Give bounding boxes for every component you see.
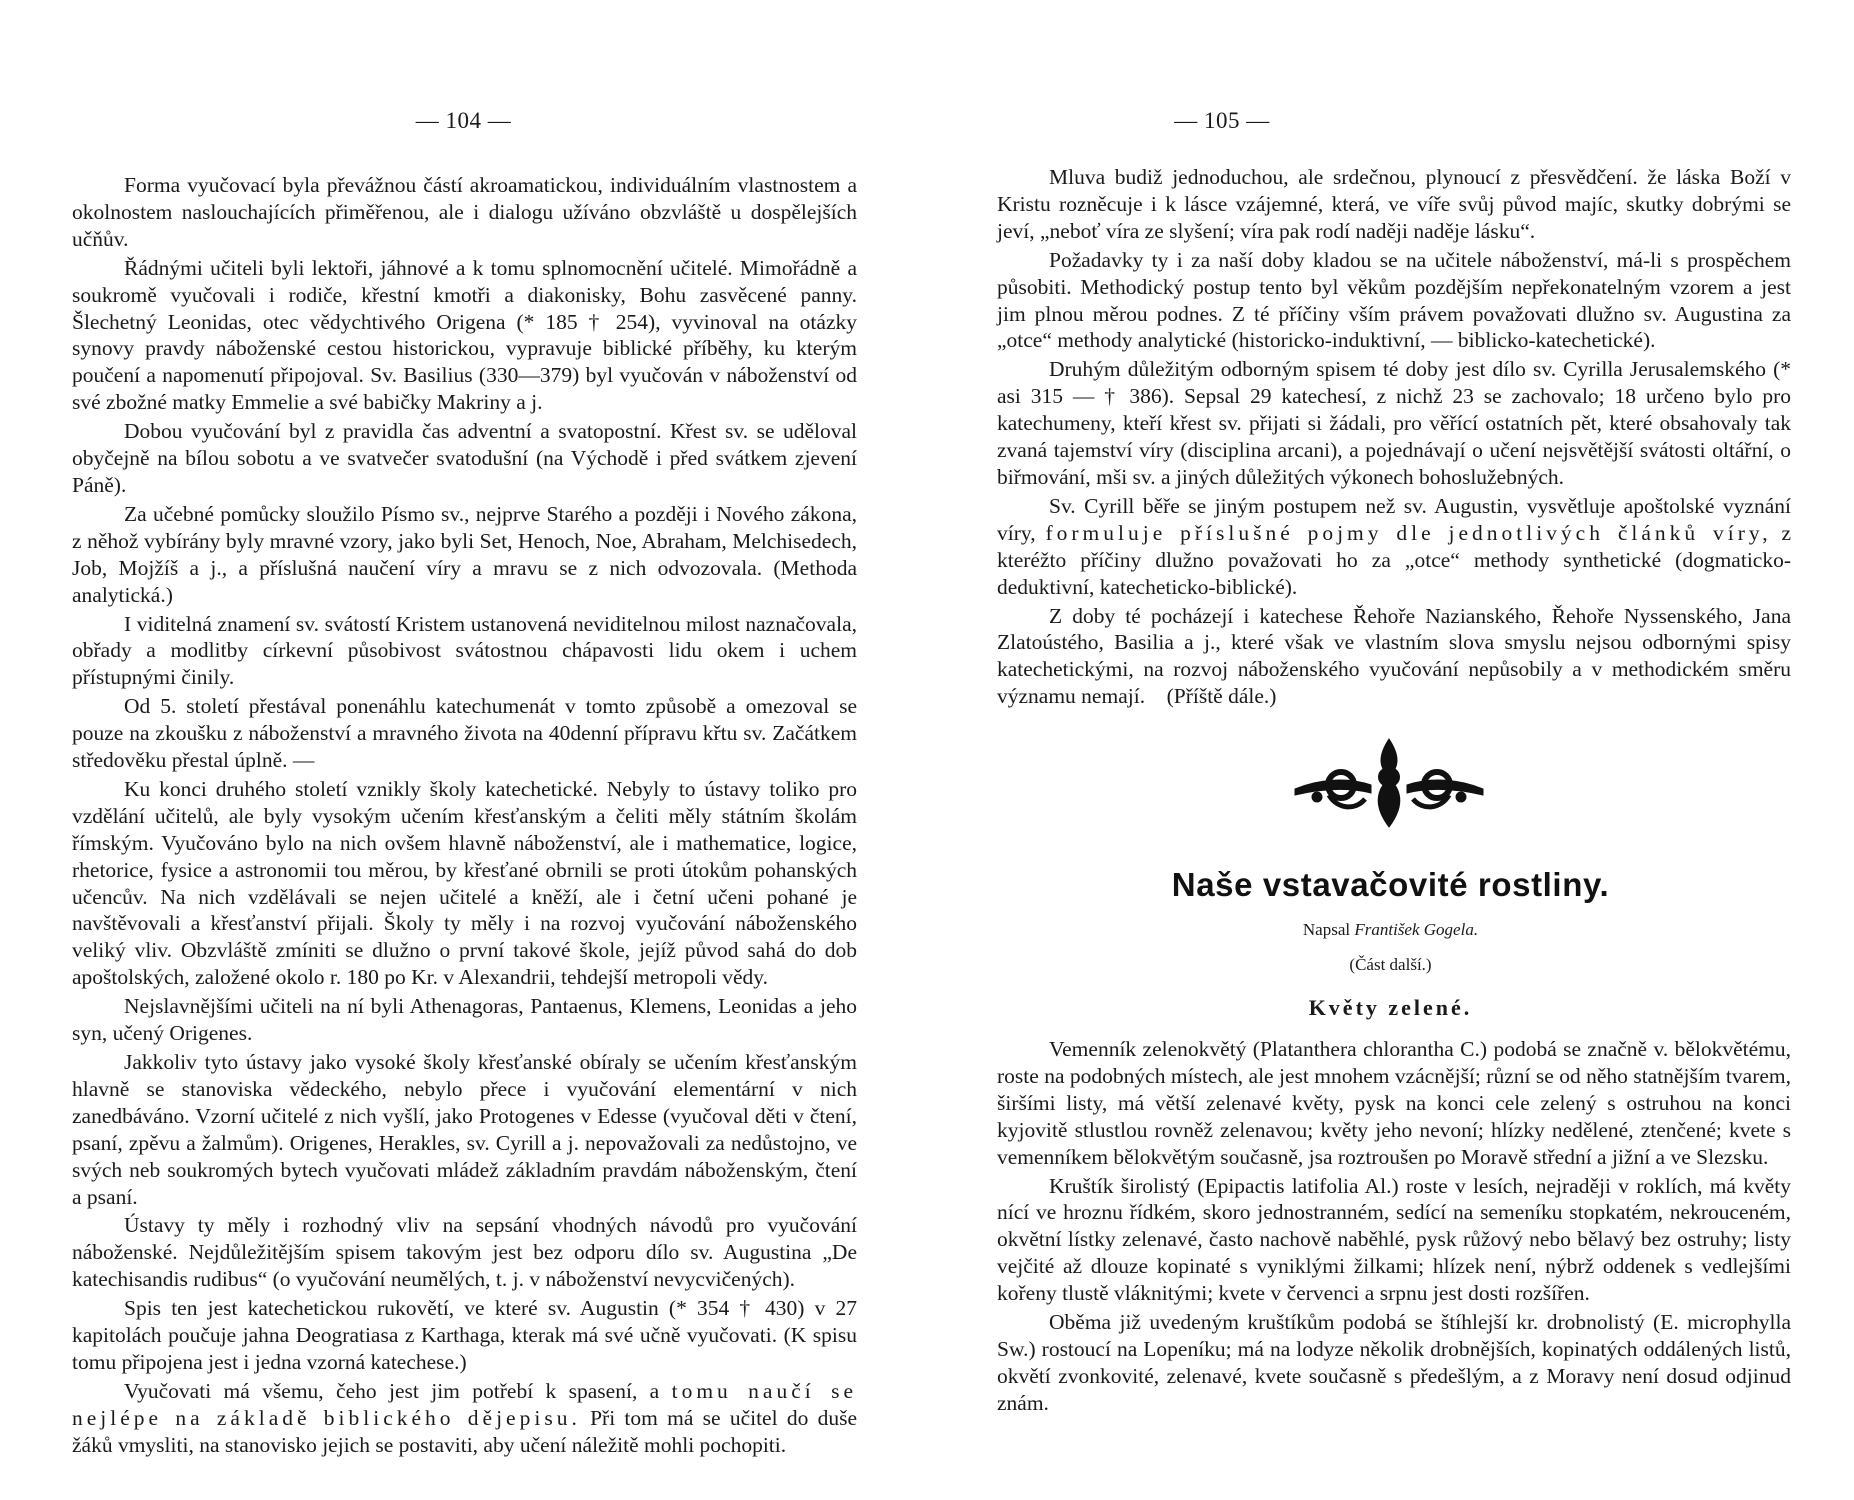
text-run: Sv. Cyrill běře se jiným postupem než sv. Augustin, vysvětluje apoštolské vyznání víry, <box>997 493 1791 545</box>
paragraph: Dobou vyučování byl z pravidla čas adventní a svatopostní. Křest sv. se uděloval obyčejně na bílou sobotu a ve svatvečer svatodušní (na Východě i před svátkem zjevení Páně). <box>72 419 857 497</box>
paragraph <box>997 603 1791 711</box>
continued-note: (Příště dále.) <box>1166 684 1277 709</box>
floral-ornament-icon <box>1289 735 1489 830</box>
article-title: Naše vstavačovité rostliny. <box>1171 866 1610 903</box>
paragraph: Za učebné pomůcky sloužilo Písmo sv., nejprve Starého a později i Nového zákona, z něhož vybírány byly mravné vzory, jako byli Set, Henoch, Noe, Abraham, Melchisedech, Job, Mojžíš a j., a příslušná naučení víry a mravu se z nich odvozovala. (Methoda analytická.) <box>72 501 857 607</box>
right-page <box>927 0 1854 1500</box>
paragraph: Jakkoliv tyto ústavy jako vysoké školy křesťanské obíraly se učením křesťanským hlavně se stanoviska vědeckého, nebylo přece i vyučování elementární v nich zanedbáváno. Vzorní učitelé z nich vyšlí, jako Protogenes v Edesse (vyučoval děti v čtení, psaní, zpěvu a žalmům). Origenes, Herakles, sv. Cyrill a j. nepovažovali za nedůstojno, ve svých neb soukromých bytech vyučovati mládež základním pravdám náboženským, čtení a psaní. <box>72 1050 857 1209</box>
section-heading: Květy zelené. <box>1308 995 1473 1020</box>
page-number: — 105 — <box>1174 108 1270 133</box>
left-text-column <box>72 172 857 1459</box>
paragraph: Nejslavnějšími učiteli na ní byli Athenagoras, Pantaenus, Klemens, Leonidas a jeho syn, učený Origenes. <box>72 994 857 1046</box>
paragraph: Druhým důležitým odborným spisem té doby jest dílo sv. Cyrilla Jerusalemského (* asi 315 — † 386). Sepsal 29 katechesí, z nichž 23 se zachovalo; 18 určeno bylo pro katechumeny, kteří křest sv. přijati si žádali, pro věřící ostatních pět, které obsahovaly tak zvaná tajemství víry (disciplina arcani), a pojednávají o učení nejsvětější svátosti oltářní, o biřmování, mši sv. a jiných důležitých výkonech bohoslužebných. <box>997 357 1791 489</box>
paragraph: Kruštík širolistý (Epipactis latifolia Al.) roste v lesích, nejraději v roklích, má květy nící ve hroznu řídkém, skoro jednostranném, sedící na semeníku stopkatém, nekrouceném, okvětní lístky zelenavé, často nachově naběhlé, pysk růžový nebo bělavý bez ostruhy; listy vejčité až dlouze kopinaté s vyniklými žilkami; hlízek není, nýbrž oddenek s vedlejšími kořeny tlustě vláknitými; kvete v červenci a srpnu jest dosti rozšířen. <box>997 1173 1791 1306</box>
page-number: — 104 — <box>415 108 512 133</box>
paragraph: Spis ten jest katechetickou rukovětí, ve které sv. Augustin (* 354 † 430) v 27 kapitolách poučuje jahna Deogratiasa z Karthaga, kterak má své učně vyučovati. (K spisu tomu připojena jest i jedna vzorná katechese.) <box>72 1296 857 1374</box>
spaced-emphasis: formuluje příslušné pojmy dle jednotlivých článků víry, <box>1045 520 1772 545</box>
paragraph: Od 5. století přestával ponenáhlu katechumenát v tomto způsobě a omezoval se pouze na zkoušku z náboženství a mravného života na 40denní přípravu křtu sv. Začátkem středověku přestal úplně. — <box>72 694 857 773</box>
spaced-emphasis: tomu naučí se nejlépe na základě biblického dějepisu. <box>72 1378 857 1430</box>
author-prefix: Napsal <box>1302 920 1351 939</box>
text-run: z kteréžto příčiny dlužno považovati ho za „otce“ methody synthetické (dogmaticko-deduktivní, katecheticko-biblické). <box>997 520 1792 599</box>
part-note: (Část další.) <box>1349 955 1432 974</box>
paragraph: Vemenník zelenokvětý (Platanthera chlorantha C.) podobá se značně v. bělokvětému, roste na podobných místech, ale jest mnohem vzácnější; různí se od něho statnějším tvarem, širšími listy, má větší zelenavé květy, pysk na konci cele zelený s ostruhou na konci kyjovitě stlustlou rovněž zelenavou; květy jeho nevoní; hlízky nedělené, ztenčené; kvete s vemenníkem bělokvětým současně, jsa roztroušen po Moravě střední a jižní a ve Slezsku. <box>997 1037 1791 1169</box>
right-text-column-article <box>997 1036 1791 1417</box>
text-run: Z doby té pocházejí i katechese Řehoře Nazianského, Řehoře Nyssenského, Jana Zlatoústého, Basilia a j., které však ve vlastním slova smyslu nejsou odbornými spisy katechetickými, na rozvoj náboženského vyučování nepůsobily a v methodickém směru významu nemají. <box>997 603 1791 709</box>
paragraph: Oběma již uvedeným kruštíkům podobá se štíhlejší kr. drobnolistý (E. microphylla Sw.) rostoucí na Lopeníku; má na lodyze několik drobnějších, kopinatých oddálených listů, okvětí zvonkovité, zelenavé, kvete současně s předešlým, a z Moravy není dosud odjinud znám. <box>997 1310 1791 1415</box>
paragraph-emphasis <box>997 493 1791 601</box>
paragraph: Mluva budiž jednoduchou, ale srdečnou, plynoucí z přesvědčení. že láska Boží v Kristu rozněcuje i k lásce vzájemné, která, ve víře svůj původ majíc, skutky dobrými se jeví, „neboť víra ze slyšení; víra pak rodí naději naděje lásku“. <box>997 165 1791 243</box>
paragraph: I viditelná znamení sv. svátostí Kristem ustanovená neviditelnou milost naznačovala, obřady a modlitby církevní působivost svátostnou chápavosti lidu okem i uchem přístupnými činily. <box>72 611 857 690</box>
author-line <box>927 920 1854 940</box>
paragraph: Požadavky ty i za naší doby kladou se na učitele náboženství, má-li s prospěchem působiti. Methodický postup tento byl věkům pozdějším nepřekonatelným vzorem a jest jim plnou měrou podnes. Z té příčiny vším právem považovati dlužno sv. Augustina za „otce“ methody analytické (historicko-induktivní, — biblicko-katechetické). <box>997 247 1791 353</box>
text-run: Vyučovati má všemu, čeho jest jim potřebí k spasení, a <box>124 1378 672 1403</box>
paragraph: Řádnými učiteli byli lektoři, jáhnové a k tomu splnomocnění učitelé. Mimořádně a soukromě vyučovali i rodiče, křestní kmotři a diakonisky, Bohu zasvěcené panny. Šlechetný Leonidas, otec vědychtivého Origena (* 185 † 254), vyvinoval na otázky synovy pravdy náboženské cestou historickou, vypravuje biblické příběhy, ku kterým poučení a napomenutí připojoval. Sv. Basilius (330—379) byl vyučován v náboženství od své zbožné matky Emmelie a své babičky Makriny a j. <box>72 255 857 415</box>
paragraph: Forma vyučovací byla převážnou částí akroamatickou, individuálním vlastnostem a okolnostem naslouchajících přiměřenou, ale i dialogu užíváno obzvláště u dospělejších učňův. <box>72 173 857 251</box>
paragraph: Ústavy ty měly i rozhodný vliv na sepsání vhodných návodů pro vyučování náboženské. Nejdůležitějším spisem takovým jest bez odporu dílo sv. Augustina „De katechisandis rudibus“ (o vyučování neumělých, t. j. v náboženství nevycvičených). <box>72 1213 857 1292</box>
right-text-column-top <box>997 164 1791 710</box>
text-run: Při tom má se učitel do duše žáků vmysliti, na stanovisko jejich se postaviti, aby učení náležitě mohli pochopiti. <box>72 1405 857 1457</box>
paragraph-emphasis <box>72 1378 857 1459</box>
author-name: František Gogela. <box>1354 920 1479 939</box>
paragraph: Ku konci druhého století vznikly školy katechetické. Nebyly to ústavy toliko pro vzdělání učitelů, ale byly vysokým učením křesťanským a čeliti měly státním školám římským. Vyučováno bylo na nich ovšem hlavně náboženství, ale i mathematice, logice, rhetorice, fysice a astronomii tou měrou, by křesťané obrnili se proti útokům pohanských učencův. Na nich vzdělávali se nejen učitelé a kněží, ale i četní učeni pohané je navštěvovali a křesťanství přijali. Školy ty měly i na rozvoj vyučování náboženského veliký vliv. Obzvláště zmíniti se dlužno o první takové škole, jejíž původ sahá do dob apoštolských, založené okolo r. 180 po Kr. v Alexandrii, tehdejší metropoli vědy. <box>72 776 857 990</box>
